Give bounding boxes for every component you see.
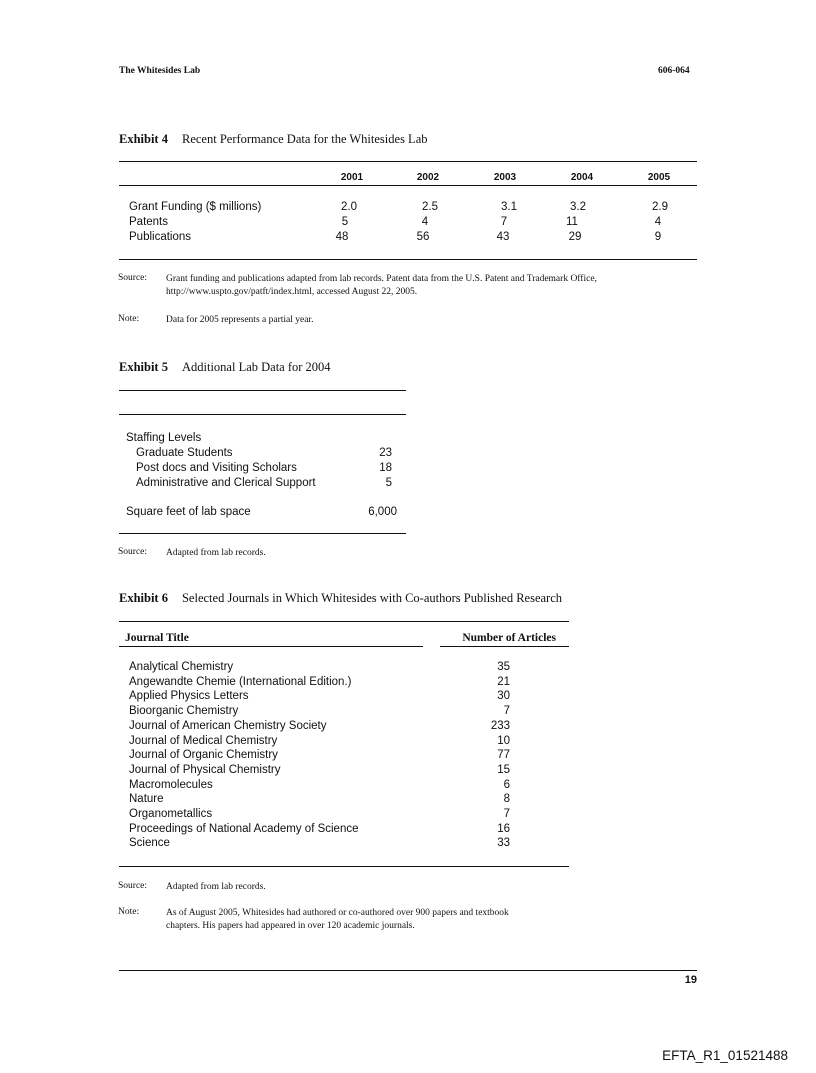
exhibit4-note-text: Data for 2005 represents a partial year.: [166, 315, 314, 325]
article-count: 33: [497, 837, 510, 849]
exhibit4-col-2003: 2003: [493, 172, 517, 183]
article-count: 6: [503, 779, 510, 791]
exhibit6-note-label: Note:: [118, 907, 140, 917]
article-count: 10: [497, 735, 510, 747]
exhibit4-source-label: Source:: [118, 273, 148, 283]
exhibit5-source-label: Source:: [118, 547, 148, 557]
exhibit4-cell: 2.0: [341, 201, 357, 213]
exhibit4-source-line2: http://www.uspto.gov/patft/index.html, accessed August 22, 2005.: [166, 287, 418, 297]
exhibit5-space-value: 6,000: [368, 506, 397, 518]
exhibit6-source-text: Adapted from lab records.: [166, 882, 266, 892]
exhibit4-title-text: Recent Performance Data for the Whitesides Lab: [181, 132, 428, 146]
exhibit6-bottom-rule: [119, 866, 569, 867]
exhibit4-bottom-rule: [119, 259, 697, 260]
exhibit6-col-articles: Number of Articles: [462, 632, 556, 644]
exhibit4-label: Exhibit 4: [119, 132, 168, 146]
exhibit4-row-label: Patents: [129, 216, 168, 228]
exhibit5-top-rule: [119, 390, 406, 391]
exhibit5-source-text: Adapted from lab records.: [166, 548, 266, 558]
exhibit4-cell: 56: [416, 231, 430, 243]
exhibit4-cell: 7: [500, 216, 508, 228]
exhibit6-note-line1: As of August 2005, Whitesides had authored or co-authored over 900 papers and textbook: [166, 908, 509, 918]
exhibit4-cell: 11: [566, 216, 578, 228]
exhibit4-row-label: Publications: [129, 231, 192, 243]
exhibit4-col-2004: 2004: [570, 172, 594, 183]
exhibit5-row-label: Administrative and Clerical Support: [136, 477, 316, 489]
journal-title: Proceedings of National Academy of Science: [129, 823, 359, 835]
exhibit4-col-2002: 2002: [416, 172, 440, 183]
journal-title: Analytical Chemistry: [129, 661, 234, 673]
article-count: 7: [503, 808, 510, 820]
article-count: 30: [497, 690, 510, 702]
journal-title: Bioorganic Chemistry: [129, 705, 239, 717]
article-count: 77: [497, 749, 510, 761]
journal-title: Science: [129, 837, 170, 849]
article-count: 21: [497, 676, 510, 688]
exhibit5-row-value: 23: [379, 447, 392, 459]
exhibit6-label: Exhibit 6: [119, 591, 168, 605]
exhibit4-note-label: Note:: [118, 314, 140, 324]
exhibit6-header-rule-journal: [119, 646, 423, 647]
article-count: 7: [503, 705, 510, 717]
document-id: EFTA_R1_01521488: [662, 1048, 788, 1063]
exhibit4-title: [119, 132, 428, 147]
running-header-title: The Whitesides Lab: [119, 66, 201, 76]
exhibit5-label: Exhibit 5: [119, 360, 168, 374]
exhibit4-top-rule: [119, 161, 697, 162]
exhibit5-row-value: 18: [379, 462, 392, 474]
exhibit6-top-rule: [119, 621, 569, 622]
article-count: 16: [497, 823, 510, 835]
exhibit4-col-2005: 2005: [647, 172, 671, 183]
exhibit5-title: [119, 360, 331, 375]
journal-title: Journal of Medical Chemistry: [129, 735, 278, 747]
exhibit4-header-rule: [119, 185, 697, 186]
journal-title: Macromolecules: [129, 779, 213, 791]
page-number: 19: [684, 974, 697, 986]
exhibit5-row-value: 5: [385, 477, 392, 489]
journal-title: Angewandte Chemie (International Edition.): [129, 676, 352, 688]
exhibit6-source-label: Source:: [118, 881, 148, 891]
exhibit5-row-label: Graduate Students: [136, 447, 233, 459]
journal-title: Nature: [129, 793, 164, 805]
exhibit4-row-label: Grant Funding ($ millions): [129, 201, 262, 213]
article-count: 35: [497, 661, 510, 673]
footer-rule: [119, 970, 697, 971]
exhibit4-cell: 43: [496, 231, 510, 243]
exhibit5-space-label: Square feet of lab space: [126, 506, 251, 518]
exhibit6-header-rule-articles: [440, 646, 569, 647]
exhibit5-row-label: Post docs and Visiting Scholars: [136, 462, 297, 474]
exhibit4-cell: 9: [654, 231, 662, 243]
exhibit6-title: [119, 591, 562, 606]
exhibit6-title-text: Selected Journals in Which Whitesides with Co-authors Published Research: [181, 591, 563, 605]
journal-title: Journal of Physical Chemistry: [129, 764, 281, 776]
exhibit5-staffing-heading: Staffing Levels: [126, 432, 202, 444]
journal-title: Organometallics: [129, 808, 213, 820]
article-count: 8: [503, 793, 510, 805]
journal-title: Journal of Organic Chemistry: [129, 749, 278, 761]
exhibit4-cell: 4: [654, 216, 662, 228]
exhibit4-cell: 3.2: [570, 201, 586, 213]
exhibit5-bottom-rule: [119, 533, 406, 534]
running-header-code: 606-064: [658, 66, 690, 76]
exhibit4-cell: 2.9: [652, 201, 668, 213]
article-count: 15: [497, 764, 510, 776]
exhibit4-cell: 48: [335, 231, 349, 243]
exhibit5-header-rule: [119, 414, 406, 415]
exhibit6-col-journal: Journal Title: [125, 632, 189, 644]
exhibit5-title-text: Additional Lab Data for 2004: [181, 360, 331, 374]
exhibit4-cell: 2.5: [422, 201, 438, 213]
exhibit6-note-line2: chapters. His papers had appeared in over 120 academic journals.: [166, 921, 415, 931]
exhibit4-cell: 3.1: [501, 201, 517, 213]
exhibit4-source-line1: Grant funding and publications adapted from lab records. Patent data from the U.S. Patent and Trademark Office,: [166, 274, 597, 284]
journal-title: Applied Physics Letters: [129, 690, 249, 702]
exhibit4-cell: 4: [421, 216, 429, 228]
exhibit4-cell: 29: [568, 231, 582, 243]
article-count: 233: [490, 720, 510, 732]
exhibit4-cell: 5: [341, 216, 349, 228]
exhibit4-col-2001: 2001: [340, 172, 364, 183]
journal-title: Journal of American Chemistry Society: [129, 720, 327, 732]
